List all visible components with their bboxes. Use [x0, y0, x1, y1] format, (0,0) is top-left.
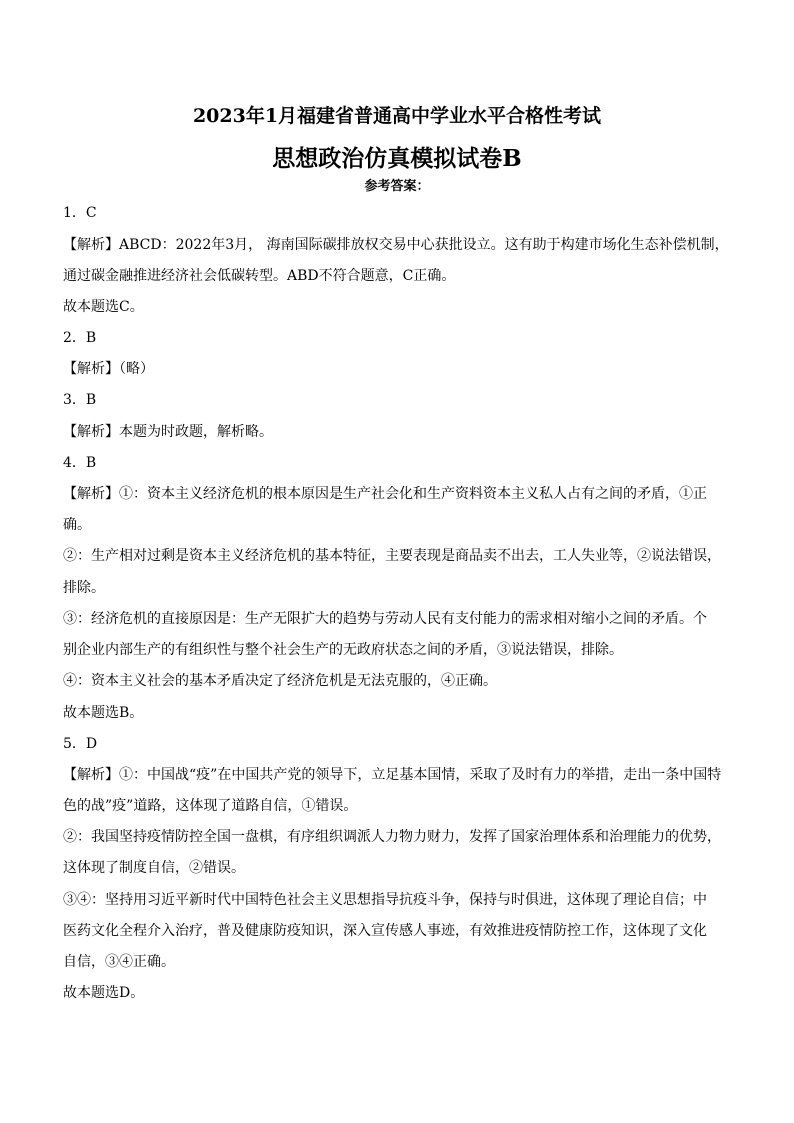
answer-line: 通过碳金融推进经济社会低碳转型。ABD不符合题意，C正确。 [63, 268, 456, 284]
answer-line: 3．B [63, 392, 97, 408]
answer-line: 4．B [63, 455, 97, 471]
answer-line: 排除。 [63, 580, 105, 596]
answer-line: 故本题选C。 [63, 299, 144, 315]
answer-line: 【解析】（略） [63, 361, 154, 377]
exam-title: 2023年1月福建省普通高中学业水平合格性考试 [192, 105, 602, 127]
answer-line: 1．C [63, 205, 97, 221]
answer-line: ②：生产相对过剩是资本主义经济危机的基本特征，主要表现是商品卖不出去，工人失业等，②说法错误， [63, 548, 721, 564]
answer-line: 这体现了制度自信，②错误。 [63, 860, 245, 876]
answer-line: 故本题选B。 [63, 705, 144, 721]
answer-line: ④：资本主义社会的基本矛盾决定了经济危机是无法克服的，④正确。 [63, 673, 497, 689]
answer-line: 【解析】ABCD：2022年3月， 海南国际碳排放权交易中心获批设立。这有助于构建市场化生态补偿机制， [63, 237, 729, 253]
answer-line: 【解析】①：中国战“疫”在中国共产党的领导下，立足基本国情，采取了及时有力的举措，走出一条中国特 [63, 767, 722, 783]
answer-line: 医药文化全程介入治疗，普及健康防疫知识，深入宣传感人事迹，有效推进疫情防控工作，这体现了文化 [63, 923, 707, 939]
answer-line: 故本题选D。 [63, 985, 145, 1001]
answer-line: 别企业内部生产的有组织性与整个社会生产的无政府状态之间的矛盾，③说法错误，排除。 [63, 642, 623, 658]
answers-heading: 参考答案： [364, 179, 430, 194]
answer-line: 【解析】①：资本主义经济危机的根本原因是生产社会化和生产资料资本主义私人占有之间的矛盾，①正 [63, 486, 707, 502]
answer-line: 确。 [63, 517, 91, 533]
answer-line: 自信，③④正确。 [63, 954, 175, 970]
answer-line: 2．B [63, 330, 97, 346]
answer-line: 5．D [63, 736, 98, 752]
answer-line: ③：经济危机的直接原因是：生产无限扩大的趋势与劳动人民有支付能力的需求相对缩小之间的矛盾。个 [63, 611, 707, 627]
answer-line: 色的战”疫”道路，这体现了道路自信，①错误。 [63, 798, 358, 814]
exam-subtitle: 思想政治仿真模拟试卷B [272, 145, 522, 172]
answer-line: ③④：坚持用习近平新时代中国特色社会主义思想指导抗疫斗争，保持与时俱进，这体现了理论自信；中 [63, 892, 707, 908]
answer-line: 【解析】本题为时政题，解析略。 [63, 424, 273, 440]
answer-line: ②：我国坚持疫情防控全国一盘棋，有序组织调派人力物力财力，发挥了国家治理体系和治理能力的优势， [63, 829, 721, 845]
